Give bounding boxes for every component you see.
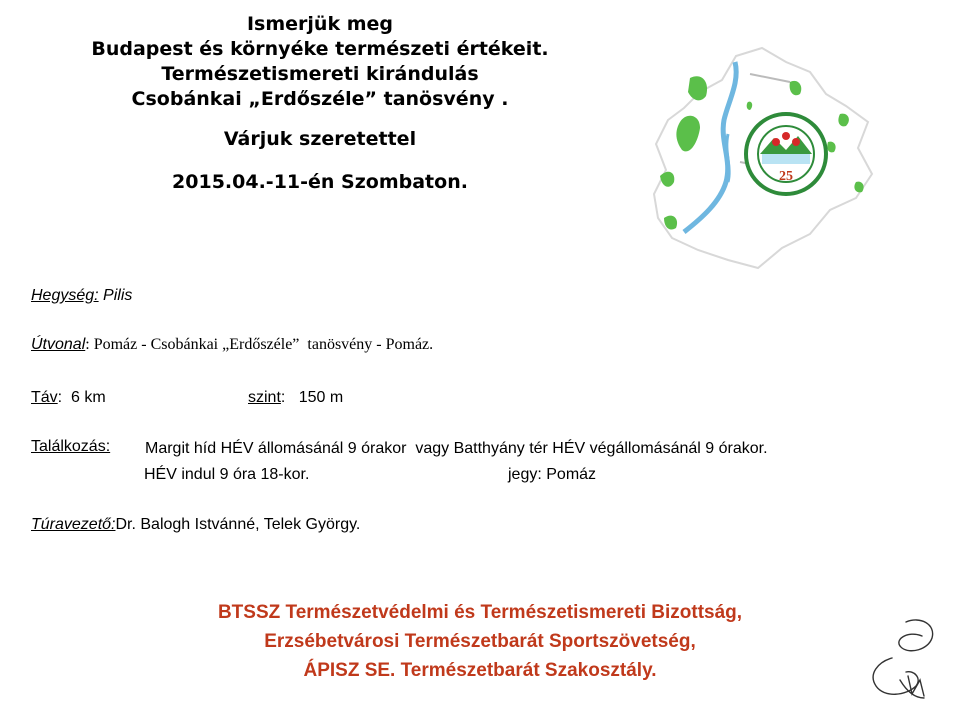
level-value: : 150 m [280, 389, 344, 406]
logo-number: 25 [779, 169, 793, 184]
logo-flower-icon [782, 132, 790, 140]
meeting-row [31, 438, 110, 456]
forest-area [660, 172, 674, 187]
forest-area [676, 116, 700, 152]
header-line-2: Budapest és környéke természeti értékeit. [91, 38, 549, 60]
mountain-value: Pilis [98, 287, 133, 304]
budapest-map-image [640, 42, 880, 272]
route-label: Útvonal [31, 336, 86, 353]
header-line-4: Csobánkai „Erdőszéle” tanösvény . [131, 88, 509, 110]
mountain-row [31, 287, 132, 305]
distance-value: : 6 km [57, 389, 106, 406]
departure-text: HÉV indul 9 óra 18-kor. [144, 466, 310, 483]
organizers-block [0, 598, 960, 685]
logo-flower-icon [792, 138, 800, 146]
signature-icon [862, 614, 942, 704]
route-value: : Pomáz - Csobánkai „Erdőszéle” tanösvény - Pomáz. [85, 336, 434, 353]
route-row [31, 336, 433, 354]
ticket-text: jegy: Pomáz [508, 466, 597, 483]
level-row [248, 389, 343, 407]
distance-row [31, 389, 106, 407]
header-block [40, 12, 600, 195]
organizer-line-3: ÁPISZ SE. Természetbarát Szakosztály. [303, 660, 657, 681]
guide-label: Túravezető: [31, 516, 116, 533]
forest-area [827, 142, 835, 153]
forest-area [688, 76, 707, 100]
logo-flower-icon [772, 138, 780, 146]
logo-water [762, 154, 810, 164]
level-label: szint [248, 389, 281, 406]
distance-label: Táv [31, 389, 58, 406]
btssz-logo [746, 114, 826, 194]
welcome-text: Várjuk szeretettel [223, 128, 417, 150]
forest-area [664, 216, 677, 230]
forest-area [854, 182, 863, 193]
organizer-line-2: Erzsébetvárosi Természetbarát Sportszövetség, [264, 631, 696, 652]
mountain-label: Hegység: [31, 287, 99, 304]
header-line-1: Ismerjük meg [246, 13, 393, 35]
event-date: 2015.04.-11-én Szombaton. [172, 171, 468, 193]
district-line [750, 74, 790, 82]
forest-area [790, 81, 802, 95]
guide-row [31, 516, 360, 534]
forest-area [838, 114, 848, 127]
meeting-value: Margit híd HÉV állomásánál 9 órakor vagy Batthyány tér HÉV végállomásánál 9 órakor. [145, 440, 768, 457]
header-line-3: Természetismereti kirándulás [161, 63, 479, 85]
forest-area [747, 102, 752, 110]
organizer-line-1: BTSSZ Természetvédelmi és Természetismereti Bizottság, [217, 602, 743, 623]
guide-value: Dr. Balogh Istvánné, Telek György. [115, 516, 361, 533]
meeting-label: Találkozás: [31, 438, 111, 455]
